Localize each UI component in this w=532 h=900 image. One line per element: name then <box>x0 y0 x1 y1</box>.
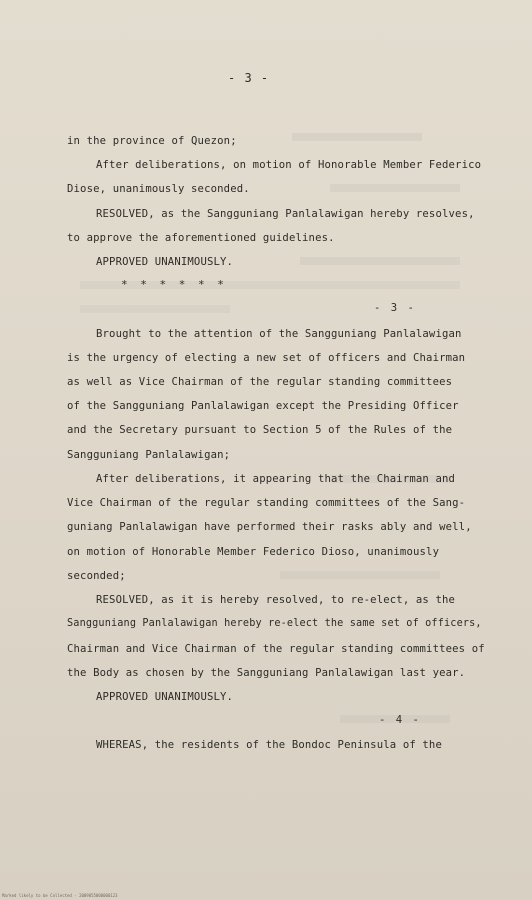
page-number: - 3 - <box>228 71 270 85</box>
text-line: guniang Panlalawigan have performed their rasks ably and well, <box>67 521 472 533</box>
text-line: on motion of Honorable Member Federico Dioso, unanimously <box>67 546 440 558</box>
text-line: as well as Vice Chairman of the regular standing committees <box>67 376 453 388</box>
text-line: is the urgency of electing a new set of officers and Chairman <box>67 352 466 364</box>
bleed-through-7 <box>280 571 440 579</box>
text-line: RESOLVED, as it is hereby resolved, to re-elect, as the <box>96 594 456 606</box>
text-line: of the Sangguniang Panlalawigan except the Presiding Officer <box>67 400 459 412</box>
text-line: RESOLVED, as the Sangguniang Panlalawigan hereby resolves, <box>96 208 475 220</box>
text-line: After deliberations, on motion of Honorable Member Federico <box>96 159 482 171</box>
text-line: Chairman and Vice Chairman of the regular standing committees of <box>67 643 485 655</box>
text-line: and the Secretary pursuant to Section 5 of the Rules of the <box>67 424 453 436</box>
item-number: - 4 - <box>379 714 421 726</box>
item-number: - 3 - <box>374 302 416 314</box>
bleed-through-2 <box>330 184 460 192</box>
text-line: Sangguniang Panlalawigan; <box>67 449 231 461</box>
scan-footer: Marked likely to be Collected - 2009055000000123 <box>2 893 118 898</box>
bleed-through-1 <box>292 133 422 141</box>
bleed-through-5 <box>80 305 230 313</box>
text-line: APPROVED UNANIMOUSLY. <box>96 256 234 268</box>
text-line: seconded; <box>67 570 126 582</box>
text-line: Vice Chairman of the regular standing committees of the Sang- <box>67 497 466 509</box>
text-line: Sangguniang Panlalawigan hereby re-elect the same set of officers, <box>67 618 482 629</box>
text-line: the Body as chosen by the Sangguniang Panlalawigan last year. <box>67 667 466 679</box>
text-line: Brought to the attention of the Sangguniang Panlalawigan <box>96 328 462 340</box>
text-line: Diose, unanimously seconded. <box>67 183 250 195</box>
bleed-through-3 <box>300 257 460 265</box>
text-line: to approve the aforementioned guidelines. <box>67 232 335 244</box>
section-separator: * * * * * * <box>121 278 227 291</box>
text-line: After deliberations, it appearing that the Chairman and <box>96 473 456 485</box>
text-line: in the province of Quezon; <box>67 135 237 147</box>
text-line: WHEREAS, the residents of the Bondoc Peninsula of the <box>96 739 442 751</box>
text-line: APPROVED UNANIMOUSLY. <box>96 691 234 703</box>
